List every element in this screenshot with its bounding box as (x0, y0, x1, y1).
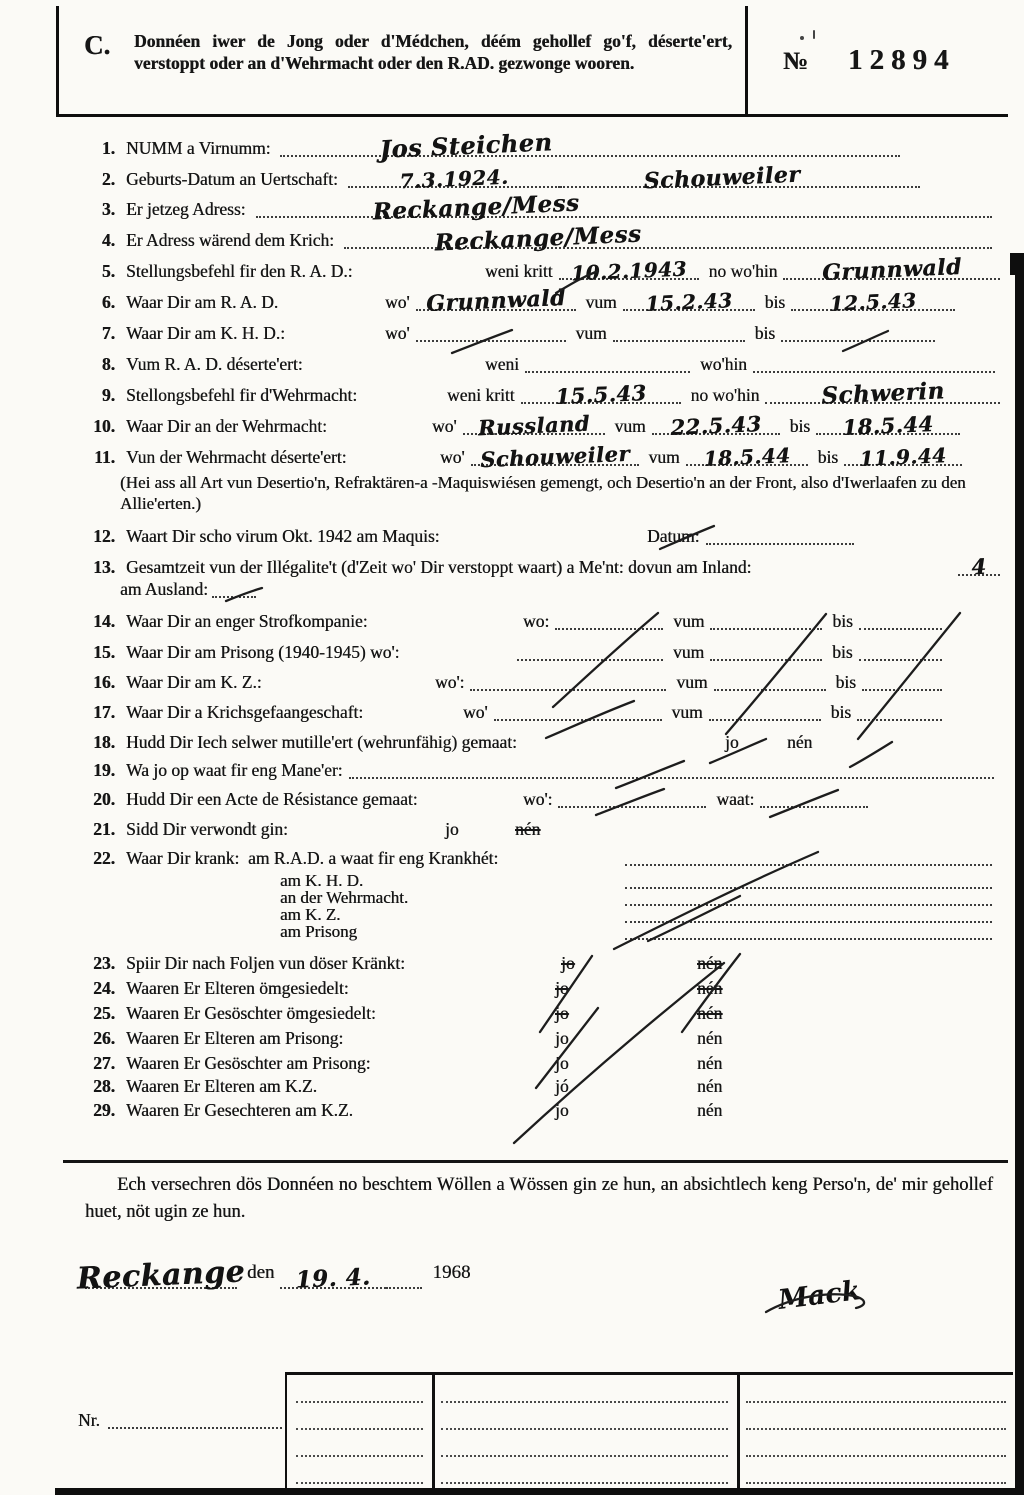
handwritten-date: 19. 4. (295, 1263, 372, 1294)
section-divider-rule (63, 1160, 1008, 1163)
field-wehrmacht-bis (816, 411, 960, 440)
item-number: 21. (93, 819, 115, 839)
item-11-note: (Hei ass all Art vun Desertio'n, Refraktären-a -Maquiswiésen gemengt, och Desertio'n an der Front, also d'Iwerlaafen zu den Allie'erten.) (120, 473, 966, 513)
item-label: Waar Dir am K. Z.: (126, 672, 262, 692)
handwritten-order-place: Grunnwald (821, 253, 963, 287)
item-number: 5. (101, 261, 115, 281)
item-label: Waaren Er Gesechteren am K.Z. (126, 1100, 353, 1120)
sub-label: am K. Z. (280, 905, 341, 924)
field-prisong-bis (859, 659, 942, 661)
field-khd-bis (781, 340, 935, 342)
field-label-wo: wo' (385, 323, 410, 343)
item-label: Stellongsbefehl fir d'Wehrmacht: (126, 385, 358, 405)
item-label: Waar Dir am K. H. D.: (126, 323, 285, 343)
answer-nen-crossed: nén (697, 953, 723, 973)
field-prisong-wo (517, 659, 663, 661)
answer-jo-crossed: jo (555, 1003, 569, 1023)
item-number: 4. (101, 230, 115, 250)
field-label-vum: vum (585, 292, 617, 312)
form-item-8 (85, 354, 1000, 376)
item-label: Waar Dir a Krichsgefaangeschaft: (126, 702, 364, 722)
signature-row (76, 1254, 476, 1297)
scan-speck (813, 30, 815, 39)
field-pow-bis (857, 719, 942, 721)
item-number: 14. (93, 611, 115, 631)
field-acte-waat (760, 806, 868, 808)
field-label-weni: weni (485, 354, 520, 374)
field-label-bis: bis (817, 447, 839, 467)
year-label: 1968 (432, 1262, 471, 1283)
field-label-bis: bis (835, 672, 856, 692)
form-description: Donnéen iwer de Jong oder d'Médchen, déém gehollef go'f, déserte'ert, verstoppt oder an d'Wehrmacht oder den R.AD. gezwonge wooren. (134, 31, 732, 73)
handwritten-rad-wo: Grunnwald (425, 284, 566, 318)
item-label: Vum R. A. D. déserte'ert: (126, 354, 303, 374)
field-label-no-wohin: no wo'hin (708, 261, 778, 281)
form-item-27 (85, 1053, 1000, 1075)
scan-edge-bottom (55, 1488, 1024, 1495)
answer-jo: jo (555, 1100, 569, 1120)
form-item-23 (85, 953, 1000, 975)
scan-edge-blob (1010, 253, 1024, 275)
item-label: Stellungsbefehl fir den R. A. D.: (126, 261, 353, 281)
field-label-vum: vum (648, 447, 680, 467)
header-box-left-rule (56, 6, 59, 116)
handwritten-birthdate: 7.3.1924. (398, 164, 509, 194)
item-label: Gesamtzeit vun der Illégalite't (d'Zeit wo' Dir verstoppt waart) a Me'nt: dovun am Inland: (126, 557, 752, 577)
item-number: 18. (93, 732, 115, 752)
scan-speck (800, 36, 804, 40)
item-number: 26. (93, 1028, 115, 1048)
field-label-waat: waat: (716, 789, 755, 809)
answer-nen: nén (697, 1053, 723, 1073)
field-maquis-datum (706, 543, 854, 545)
field-kz-vum (714, 689, 826, 691)
handwritten-wehrmacht-order-date: 15.5.43 (554, 380, 647, 409)
field-name (280, 127, 900, 164)
form-item-29 (85, 1100, 1000, 1122)
field-label-wo: wo' (440, 447, 465, 467)
den-label: den (247, 1262, 275, 1283)
item-number: 19. (93, 760, 115, 780)
field-maneer (349, 777, 994, 779)
answer-nen: nén (697, 1076, 723, 1096)
field-label-bis: bis (789, 416, 811, 436)
field-label-wohin: wo'hin (700, 354, 747, 374)
item-number: 29. (93, 1100, 115, 1120)
item-number: 27. (93, 1053, 115, 1073)
handwritten-signature: Mack (776, 1275, 863, 1316)
handwritten-wehrmacht-vum: 22.5.43 (669, 411, 762, 440)
field-place (76, 1254, 246, 1297)
item-label: Waaren Er Elteren am K.Z. (126, 1076, 317, 1096)
item-number: 6. (101, 292, 115, 312)
field-label-vum: vum (673, 642, 705, 662)
field-ausland-months (212, 596, 256, 598)
form-item-22-prisong (85, 922, 1000, 944)
answer-nen: nén (787, 732, 813, 752)
form-item-19 (85, 760, 1000, 782)
field-prisong-vum (710, 659, 822, 661)
item-label: Er Adress wärend dem Krich: (126, 230, 334, 250)
handwritten-place: Reckange (76, 1254, 246, 1297)
item-number: 12. (93, 526, 115, 546)
handwritten-name: Jos Steichen (379, 127, 554, 164)
field-date (280, 1263, 386, 1294)
form-item-11 (85, 440, 1000, 473)
field-khd-vum (613, 340, 745, 342)
field-label-wo: wo': (523, 789, 553, 809)
handwritten-wehrmacht-order-place: Schwerin (820, 377, 945, 410)
form-item-4 (85, 220, 1000, 257)
form-item-20 (85, 789, 1000, 811)
field-wehrmacht-wo (463, 410, 605, 441)
section-letter: C. (84, 30, 111, 60)
answer-nen-crossed: nén (515, 819, 541, 839)
item-label: Waaren Er Gesöschter am Prisong: (126, 1053, 371, 1073)
field-order-place (783, 253, 1000, 287)
answer-nen-crossed: nén (697, 978, 723, 998)
form-item-3 (85, 189, 1000, 226)
item-number: 23. (93, 953, 115, 973)
item-number: 8. (101, 354, 115, 374)
sub-label: am K. H. D. (280, 871, 364, 890)
item-number: 7. (101, 323, 115, 343)
field-label-wo: wo': (435, 672, 465, 692)
sub-label: am Prisong (280, 922, 357, 941)
field-war-address (344, 220, 992, 257)
field-label-vum: vum (575, 323, 607, 343)
form-item-14 (85, 611, 1000, 633)
field-label-weni-kritt: weni kritt (447, 385, 515, 405)
item-label: Waar Dir am R. A. D. (126, 292, 279, 312)
field-inland-months (958, 553, 1000, 580)
form-item-2 (85, 161, 1000, 195)
handwritten-wehrmacht-wo: Russland (477, 410, 590, 441)
answer-jo: jo (555, 1053, 569, 1073)
form-item-25 (85, 1003, 1000, 1025)
item-number: 13. (93, 557, 115, 577)
handwritten-desert2-bis: 11.9.44 (859, 443, 948, 471)
item-number: 28. (93, 1076, 115, 1096)
answer-jo: jo (555, 1028, 569, 1048)
item-number: 2. (101, 169, 115, 189)
field-kz-bis (862, 689, 942, 691)
field-strof-vum (710, 628, 822, 630)
item-label: Waar Dir an enger Strofkompanie: (126, 611, 368, 631)
numero-sign: № (783, 48, 809, 75)
item-label: Hudd Dir een Acte de Résistance gemaat: (126, 789, 418, 809)
field-wehrmacht-order-date (521, 380, 681, 409)
field-desert2-bis (844, 443, 962, 471)
form-item-12 (85, 526, 1000, 548)
nr-label: Nr. (78, 1410, 100, 1430)
answer-jo: jo (725, 732, 739, 752)
field-desert2-wo (471, 440, 639, 473)
item-number: 24. (93, 978, 115, 998)
nr-row (78, 1410, 282, 1432)
handwritten-birthplace: Schouweiler (643, 161, 801, 195)
table-column (287, 1375, 432, 1488)
item-number: 20. (93, 789, 115, 809)
field-birthdate (348, 164, 560, 194)
handwritten-address: Reckange/Mess (372, 189, 581, 226)
field-label-wo: wo' (385, 292, 410, 312)
field-pow-wo (494, 719, 662, 721)
handwritten-desert2-vum: 18.5.44 (702, 443, 791, 471)
form-item-7 (85, 323, 1000, 345)
field-date-dots (386, 1287, 422, 1289)
field-krank-prisong (625, 938, 992, 940)
form-item-26 (85, 1028, 1000, 1050)
field-label-no-wohin: no wo'hin (690, 385, 760, 405)
handwritten-desert2-wo: Schouweiler (479, 440, 630, 473)
item-label: Er jetzeg Adress: (126, 199, 246, 219)
field-label-bis: bis (754, 323, 776, 343)
item-number: 16. (93, 672, 115, 692)
field-label-weni-kritt: weni kritt (485, 261, 553, 281)
item-number: 9. (101, 385, 115, 405)
form-item-15 (85, 642, 1000, 664)
field-order-date (559, 256, 699, 286)
handwritten-rad-vum: 15.2.43 (644, 288, 733, 316)
field-rad-vum (623, 288, 755, 316)
field-desert2-vum (686, 443, 808, 471)
form-item-16 (85, 672, 1000, 694)
item-label: NUMM a Virnumm: (126, 138, 271, 158)
header-box-divider-rule (745, 6, 748, 116)
item-number: 25. (93, 1003, 115, 1023)
nr-field (108, 1427, 282, 1429)
item-label: Wa jo op waat fir eng Mane'er: (126, 760, 343, 780)
answer-nen: nén (697, 1100, 723, 1120)
field-wehrmacht-order-place (765, 377, 1000, 410)
field-label-datum: Datum: (647, 526, 700, 546)
item-number: 22. (93, 848, 115, 868)
item-label: Waart Dir scho virum Okt. 1942 am Maquis: (126, 526, 440, 546)
item-label: Spiir Dir nach Foljen vun döser Kränkt: (126, 953, 405, 973)
form-item-13b (85, 579, 1000, 601)
item-label: Hudd Dir Iech selwer mutille'ert (wehrunfähig) gemaat: (126, 732, 517, 752)
field-strof-bis (859, 628, 942, 630)
handwritten-order-date: 10.2.1943 (570, 256, 687, 286)
form-item-10 (85, 410, 1000, 441)
form-item-1 (85, 127, 1000, 164)
header-box-bottom-rule (56, 114, 1008, 117)
form-item-17 (85, 702, 1000, 724)
item-label: Geburts-Datum an Uertschaft: (126, 169, 338, 189)
answer-jo-crossed: jo (561, 953, 575, 973)
item-label: Waar Dir an der Wehrmacht: (126, 416, 327, 436)
form-item-28 (85, 1076, 1000, 1098)
item-number: 11. (94, 447, 115, 467)
field-acte-wo (558, 806, 706, 808)
field-krank-rad (625, 864, 992, 866)
item-label: Waaren Er Elteren ömgesiedelt: (126, 978, 349, 998)
item-label: Sidd Dir verwondt gin: (126, 819, 288, 839)
handwritten-war-address: Reckange/Mess (434, 220, 643, 257)
item-label: Waaren Er Gesöschter ömgesiedelt: (126, 1003, 376, 1023)
field-rad-wo (416, 284, 576, 318)
field-label-bis: bis (832, 642, 853, 662)
item-number: 1. (101, 138, 115, 158)
form-item-24 (85, 978, 1000, 1000)
field-birthplace (560, 161, 920, 195)
item-label: Waaren Er Elteren am Prisong: (126, 1028, 344, 1048)
field-label-wo: wo' (432, 416, 457, 436)
field-pow-vum (709, 719, 821, 721)
field-label-vum: vum (671, 702, 703, 722)
bottom-table (285, 1372, 1013, 1488)
field-label-wo: wo: (523, 611, 550, 631)
item-number: 17. (93, 702, 115, 722)
field-strof-wo (555, 628, 663, 630)
answer-jo: jo (445, 819, 459, 839)
form-item-5 (85, 253, 1000, 287)
sub-label: an der Wehrmacht. (280, 888, 409, 907)
handwritten-wehrmacht-bis: 18.5.44 (841, 411, 935, 440)
form-item-9 (85, 377, 1000, 410)
field-address (256, 189, 992, 226)
declaration-text: Ech versechren dös Donnéen no beschtem Wöllen a Wössen gin ze hun, an absichtlech keng Perso'n, de' mir gehollef huet, nöt ugin ze hun. (85, 1175, 993, 1222)
field-label-wo: wo' (463, 702, 488, 722)
field-label-bis: bis (764, 292, 786, 312)
item-number: 15. (93, 642, 115, 662)
field-desert-weni (525, 371, 690, 373)
item-number: 3. (101, 199, 115, 219)
field-wehrmacht-vum (652, 411, 780, 440)
item-label: Waar Dir krank: am R.A.D. a waat fir eng Krankhét: (126, 848, 499, 868)
form-item-6 (85, 284, 1000, 318)
field-kz-wo (470, 689, 666, 691)
field-desert-wohin (753, 371, 995, 373)
form-item-21 (85, 819, 1000, 841)
field-label-vum: vum (614, 416, 646, 436)
item-label: Vun der Wehrmacht déserte'ert: (126, 447, 347, 467)
field-rad-bis (791, 288, 955, 316)
item-label: Waar Dir am Prisong (1940-1945) wo': (126, 642, 400, 662)
handwritten-inland-months: 4 (970, 553, 988, 580)
form-serial-number: 12894 (848, 44, 956, 76)
answer-jo-crossed: jo (555, 978, 569, 998)
table-column (432, 1375, 737, 1488)
scan-edge-right (1015, 253, 1024, 1495)
answer-jo: jó (555, 1076, 569, 1096)
field-label-vum: vum (673, 611, 705, 631)
item-label-ausland: am Ausland: (120, 579, 208, 599)
form-item-18 (85, 732, 1000, 754)
field-khd-wo (416, 340, 566, 342)
item-number: 10. (93, 416, 115, 436)
form-item-22 (85, 848, 1000, 870)
answer-nen: nén (697, 1028, 723, 1048)
handwritten-rad-bis: 12.5.43 (829, 288, 918, 316)
field-label-bis: bis (832, 611, 853, 631)
field-label-bis: bis (830, 702, 852, 722)
answer-nen-crossed: nén (697, 1003, 723, 1023)
field-label-vum: vum (676, 672, 708, 692)
form-item-13 (85, 553, 1000, 580)
table-column (737, 1375, 1015, 1488)
